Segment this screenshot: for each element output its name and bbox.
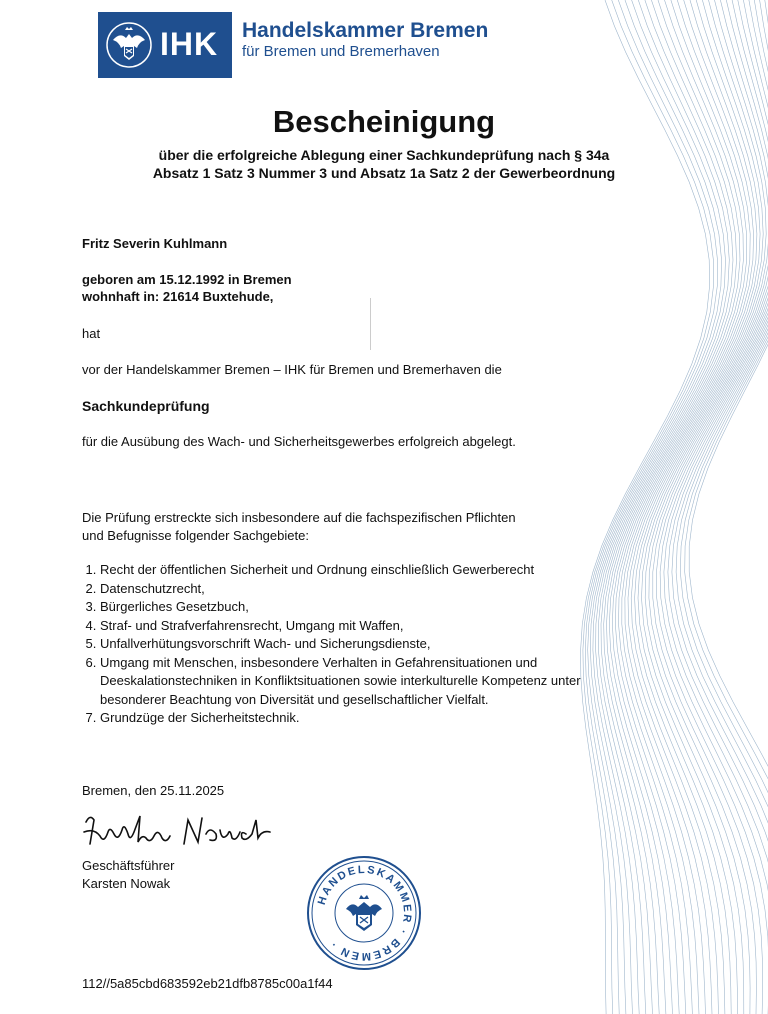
list-item: 1. Recht der öffentlichen Sicherheit und Ordnung einschließlich Gewerberecht xyxy=(100,561,620,580)
document-title: Bescheinigung xyxy=(272,104,496,139)
list-item: 5. Unfallverhütungsvorschrift Wach- und Sicherungsdienste, xyxy=(100,635,620,654)
scope-line-2: und Befugnisse folgender Sachgebiete: xyxy=(82,528,309,543)
text-hat: hat xyxy=(82,326,101,341)
divider xyxy=(370,298,371,350)
organization-name: Handelskammer Bremen xyxy=(242,19,489,42)
scope-line-1: Die Prüfung erstreckte sich insbesondere auf die fachspezifischen Pflichten xyxy=(82,510,516,525)
document-id: 112//5a85cbd683592eb21dfb8785c00a1f44 xyxy=(82,976,333,991)
eagle-crest-icon xyxy=(104,20,154,70)
exam-heading: Sachkundeprüfung xyxy=(82,398,210,414)
ihk-logo xyxy=(98,12,232,78)
signer-name: Karsten Nowak xyxy=(82,876,171,891)
birth-info: geboren am 15.12.1992 in Bremen xyxy=(82,272,292,287)
svg-text:HANDELSKAMMER · BREMEN ·: HANDELSKAMMER · BREMEN · xyxy=(315,863,414,963)
list-item: 6. Umgang mit Menschen, insbesondere Verhalten in Gefahrensituationen und Deeskalationstechniken in Konfliktsituationen sowie interkulturelle Kompetenz unter besonderer Beachtung von Diversität und gesellschaftlicher Vielfalt. xyxy=(100,654,620,710)
subtitle-line-2: Absatz 1 Satz 3 Nummer 3 und Absatz 1a Satz 2 der Gewerbeordnung xyxy=(152,165,616,181)
chamber-seal xyxy=(306,855,422,971)
list-item: 7. Grundzüge der Sicherheitstechnik. xyxy=(100,709,620,728)
text-before-chamber: vor der Handelskammer Bremen – IHK für Bremen und Bremerhaven die xyxy=(82,362,502,377)
text-purpose: für die Ausübung des Wach- und Sicherheitsgewerbes erfolgreich abgelegt. xyxy=(82,434,516,449)
subjects-list xyxy=(82,561,620,728)
residence-info: wohnhaft in: 21614 Buxtehude, xyxy=(82,289,274,304)
person-name: Fritz Severin Kuhlmann xyxy=(82,236,228,251)
handwritten-signature xyxy=(80,808,280,856)
list-item: 4. Straf- und Strafverfahrensrecht, Umgang mit Waffen, xyxy=(100,617,620,636)
organization-subtitle: für Bremen und Bremerhaven xyxy=(242,43,440,60)
list-item: 2. Datenschutzrecht, xyxy=(100,580,620,599)
logo-ihk-text: IHK xyxy=(160,26,219,62)
subtitle-line-1: über die erfolgreiche Ablegung einer Sachkundeprüfung nach § 34a xyxy=(158,147,610,163)
signer-role: Geschäftsführer xyxy=(82,858,175,873)
place-date: Bremen, den 25.11.2025 xyxy=(82,783,225,798)
list-item: 3. Bürgerliches Gesetzbuch, xyxy=(100,598,620,617)
